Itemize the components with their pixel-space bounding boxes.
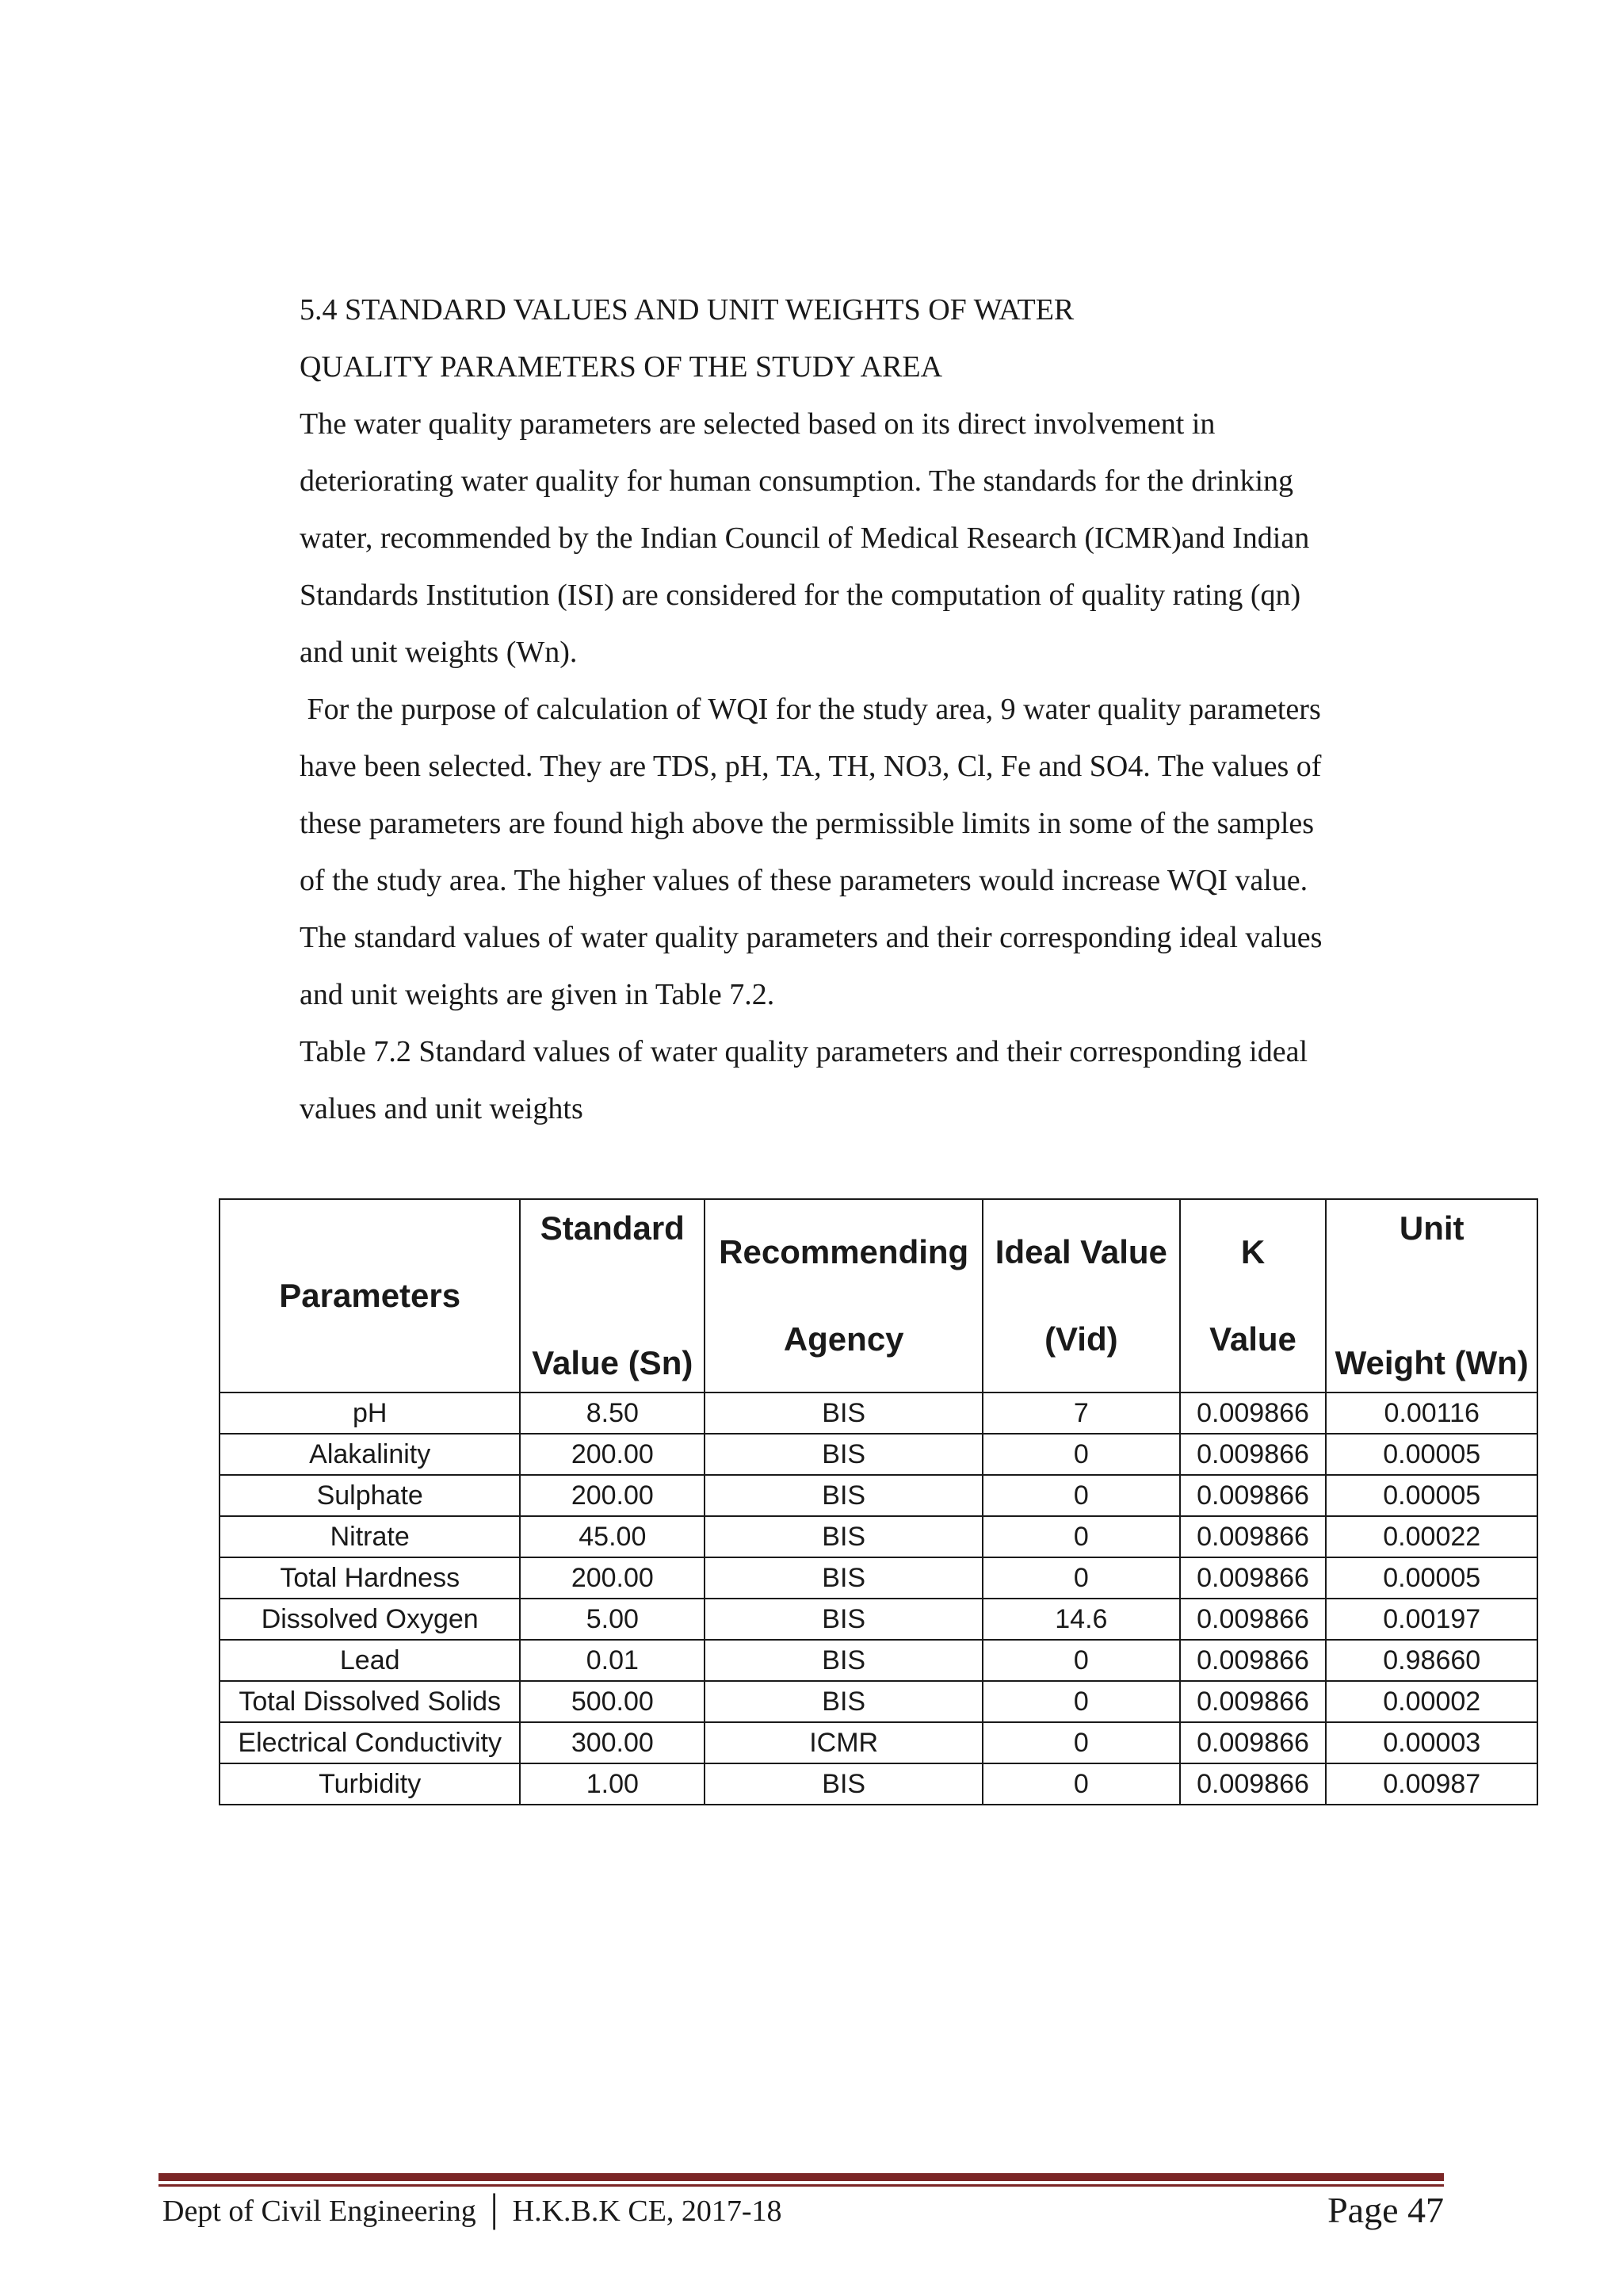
table-caption: values and unit weights xyxy=(300,1092,583,1125)
cell-agency: BIS xyxy=(705,1681,983,1722)
cell-agency: BIS xyxy=(705,1516,983,1557)
header-k-value xyxy=(1180,1199,1327,1392)
header-cell-inner xyxy=(987,1209,1175,1383)
header-cell-inner xyxy=(1184,1209,1323,1383)
header-parameters xyxy=(220,1199,520,1392)
cell-ideal-value: 0 xyxy=(983,1681,1179,1722)
cell-unit-weight: 0.00005 xyxy=(1326,1475,1537,1516)
cell-k-value: 0.009866 xyxy=(1180,1681,1327,1722)
cell-k-value: 0.009866 xyxy=(1180,1392,1327,1434)
cell-standard-value: 300.00 xyxy=(520,1722,705,1763)
cell-parameter: Alakalinity xyxy=(220,1434,520,1475)
section-heading xyxy=(300,281,1449,395)
cell-parameter: Nitrate xyxy=(220,1516,520,1557)
table-row xyxy=(220,1763,1537,1805)
cell-parameter: Sulphate xyxy=(220,1475,520,1516)
page-number: Page 47 xyxy=(1327,2190,1444,2230)
cell-parameter: Electrical Conductivity xyxy=(220,1722,520,1763)
cell-standard-value: 200.00 xyxy=(520,1434,705,1475)
cell-unit-weight: 0.00022 xyxy=(1326,1516,1537,1557)
cell-k-value: 0.009866 xyxy=(1180,1640,1327,1681)
cell-k-value: 0.009866 xyxy=(1180,1475,1327,1516)
body-line: The water quality parameters are selected based on its direct involvement in xyxy=(300,407,1216,441)
header-label: Standard xyxy=(540,1209,685,1247)
table-row xyxy=(220,1392,1537,1434)
cell-ideal-value: 0 xyxy=(983,1763,1179,1805)
cell-standard-value: 200.00 xyxy=(520,1475,705,1516)
header-label: Weight (Wn) xyxy=(1335,1343,1529,1381)
cell-parameter: pH xyxy=(220,1392,520,1434)
cell-unit-weight: 0.00987 xyxy=(1326,1763,1537,1805)
cell-unit-weight: 0.00005 xyxy=(1326,1434,1537,1475)
cell-unit-weight: 0.00005 xyxy=(1326,1557,1537,1599)
table-header-row xyxy=(220,1199,1537,1392)
cell-parameter: Turbidity xyxy=(220,1763,520,1805)
cell-agency: BIS xyxy=(705,1434,983,1475)
table-row xyxy=(220,1681,1537,1722)
cell-ideal-value: 0 xyxy=(983,1557,1179,1599)
body-line: For the purpose of calculation of WQI for the study area, 9 water quality parameters xyxy=(300,693,1321,726)
cell-unit-weight: 0.98660 xyxy=(1326,1640,1537,1681)
cell-ideal-value: 0 xyxy=(983,1722,1179,1763)
cell-ideal-value: 14.6 xyxy=(983,1599,1179,1640)
header-label: Parameters xyxy=(279,1276,461,1314)
body-line: The standard values of water quality parameters and their corresponding ideal values xyxy=(300,921,1323,954)
body-line: deteriorating water quality for human consumption. The standards for the drinking xyxy=(300,464,1294,498)
cell-standard-value: 5.00 xyxy=(520,1599,705,1640)
cell-agency: BIS xyxy=(705,1392,983,1434)
table-row xyxy=(220,1640,1537,1681)
header-label: Ideal Value xyxy=(995,1232,1167,1270)
cell-standard-value: 45.00 xyxy=(520,1516,705,1557)
cell-parameter: Dissolved Oxygen xyxy=(220,1599,520,1640)
header-cell-inner xyxy=(1330,1209,1533,1383)
body-line: water, recommended by the Indian Council of Medical Research (ICMR)and Indian xyxy=(300,521,1310,555)
body-line: Standards Institution (ISI) are considered for the computation of quality rating (qn) xyxy=(300,579,1301,612)
table-caption: Table 7.2 Standard values of water quality parameters and their corresponding ideal xyxy=(300,1035,1308,1068)
body-text xyxy=(300,395,1465,1137)
cell-agency: BIS xyxy=(705,1763,983,1805)
header-label: Recommending xyxy=(719,1232,969,1270)
cell-unit-weight: 0.00002 xyxy=(1326,1681,1537,1722)
cell-agency: BIS xyxy=(705,1640,983,1681)
header-label: (Vid) xyxy=(1044,1320,1118,1358)
cell-ideal-value: 0 xyxy=(983,1516,1179,1557)
cell-parameter: Total Dissolved Solids xyxy=(220,1681,520,1722)
cell-ideal-value: 0 xyxy=(983,1475,1179,1516)
section-heading-line: 5.4 STANDARD VALUES AND UNIT WEIGHTS OF WATER xyxy=(300,293,1075,327)
cell-standard-value: 200.00 xyxy=(520,1557,705,1599)
header-cell-inner xyxy=(524,1209,701,1383)
standard-values-table xyxy=(219,1198,1538,1805)
cell-ideal-value: 7 xyxy=(983,1392,1179,1434)
cell-standard-value: 1.00 xyxy=(520,1763,705,1805)
cell-standard-value: 8.50 xyxy=(520,1392,705,1434)
header-label: K xyxy=(1240,1232,1266,1270)
header-unit-weight xyxy=(1326,1199,1537,1392)
body-line: these parameters are found high above the permissible limits in some of the samples xyxy=(300,807,1315,840)
cell-k-value: 0.009866 xyxy=(1180,1434,1327,1475)
cell-k-value: 0.009866 xyxy=(1180,1557,1327,1599)
cell-agency: BIS xyxy=(705,1599,983,1640)
table-row xyxy=(220,1557,1537,1599)
body-line: have been selected. They are TDS, pH, TA, TH, NO3, Cl, Fe and SO4. The values of xyxy=(300,750,1322,783)
table-row xyxy=(220,1475,1537,1516)
header-label: Value xyxy=(1209,1320,1296,1358)
table-row xyxy=(220,1516,1537,1557)
cell-unit-weight: 0.00116 xyxy=(1326,1392,1537,1434)
cell-parameter: Lead xyxy=(220,1640,520,1681)
header-recommending-agency xyxy=(705,1199,983,1392)
header-ideal-value xyxy=(983,1199,1179,1392)
header-standard-value xyxy=(520,1199,705,1392)
footer-rule-thick xyxy=(158,2173,1444,2181)
cell-agency: BIS xyxy=(705,1557,983,1599)
cell-k-value: 0.009866 xyxy=(1180,1763,1327,1805)
footer-rule xyxy=(158,2173,1444,2187)
cell-k-value: 0.009866 xyxy=(1180,1722,1327,1763)
table-row xyxy=(220,1599,1537,1640)
header-label: Value (Sn) xyxy=(532,1343,693,1381)
cell-agency: ICMR xyxy=(705,1722,983,1763)
cell-standard-value: 0.01 xyxy=(520,1640,705,1681)
body-line: and unit weights are given in Table 7.2. xyxy=(300,978,775,1011)
body-line: and unit weights (Wn). xyxy=(300,636,578,669)
table-row xyxy=(220,1722,1537,1763)
cell-k-value: 0.009866 xyxy=(1180,1599,1327,1640)
cell-parameter: Total Hardness xyxy=(220,1557,520,1599)
header-cell-inner xyxy=(708,1209,979,1383)
header-label: Agency xyxy=(783,1320,904,1358)
section-heading-line: QUALITY PARAMETERS OF THE STUDY AREA xyxy=(300,350,943,384)
cell-agency: BIS xyxy=(705,1475,983,1516)
cell-unit-weight: 0.00003 xyxy=(1326,1722,1537,1763)
footer-rule-thin xyxy=(158,2184,1444,2187)
cell-standard-value: 500.00 xyxy=(520,1681,705,1722)
cell-unit-weight: 0.00197 xyxy=(1326,1599,1537,1640)
table-row xyxy=(220,1434,1537,1475)
cell-k-value: 0.009866 xyxy=(1180,1516,1327,1557)
cell-ideal-value: 0 xyxy=(983,1640,1179,1681)
header-label: Unit xyxy=(1399,1209,1465,1247)
footer-department: Dept of Civil Engineering │ H.K.B.K CE, 2017-18 xyxy=(162,2195,782,2228)
body-line: of the study area. The higher values of these parameters would increase WQI value. xyxy=(300,864,1308,897)
cell-ideal-value: 0 xyxy=(983,1434,1179,1475)
